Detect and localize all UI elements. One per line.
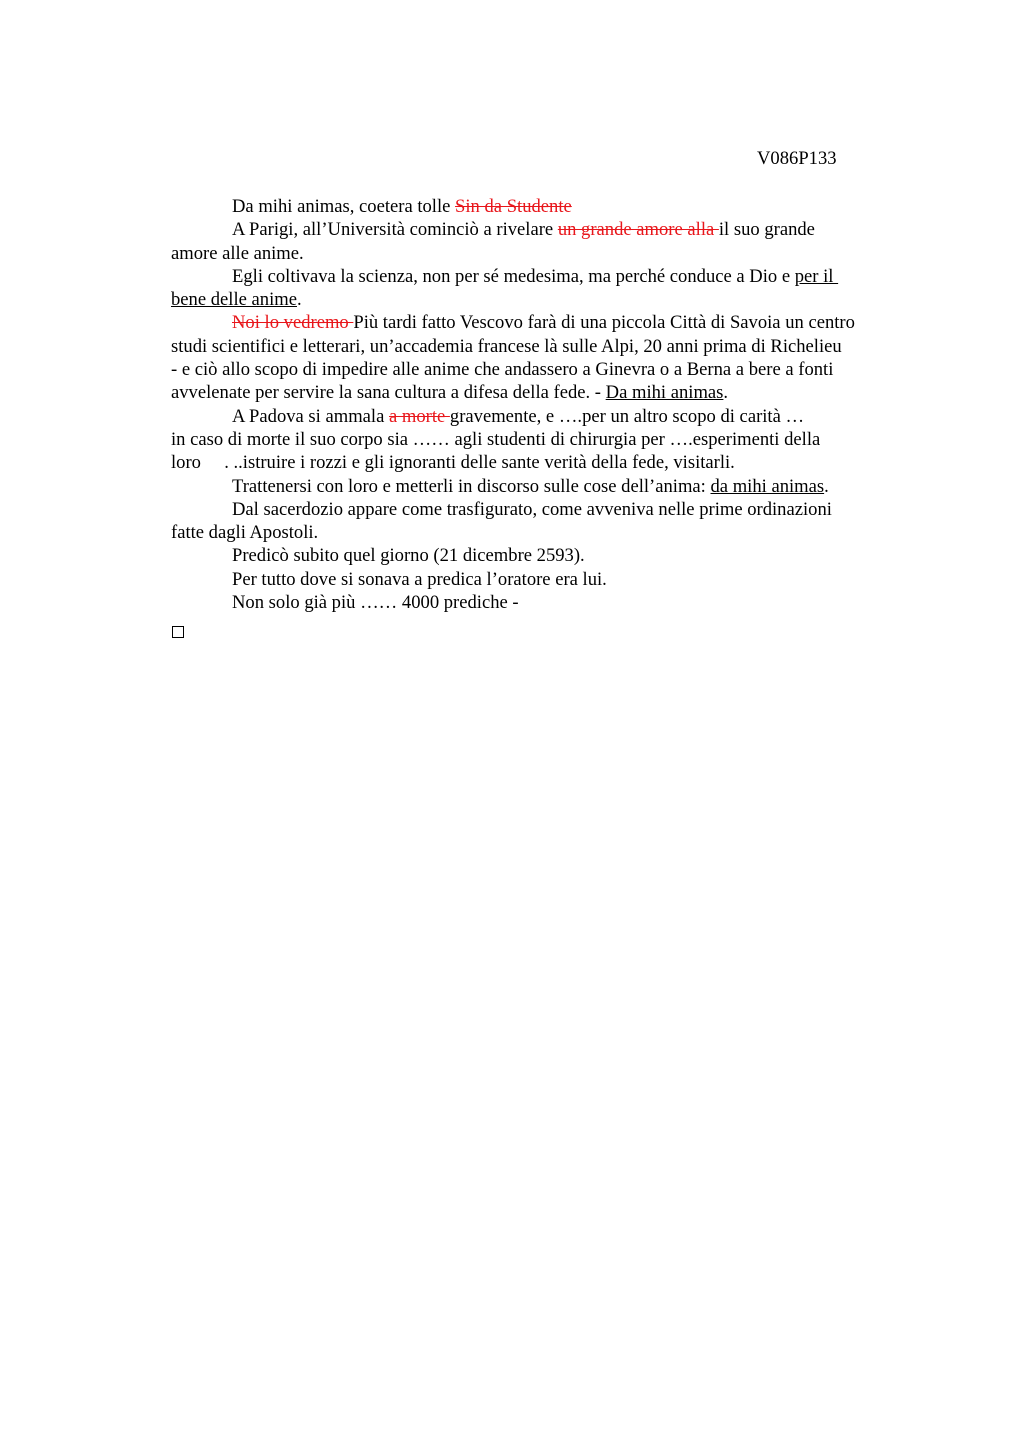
line-16: Predicò subito quel giorno (21 dicembre 2593). <box>232 545 585 567</box>
line-15: fatte dagli Apostoli. <box>171 522 319 544</box>
line-9: avvelenate per servire la sana cultura a difesa della fede. - Da mihi animas. <box>171 382 729 404</box>
line-18: Non solo già più …… 4000 prediche - <box>232 592 519 614</box>
underlined-text: Da mihi animas <box>605 382 724 404</box>
underlined-text: per il <box>794 265 839 287</box>
line-6: Noi lo vedremo Più tardi fatto Vescovo farà di una piccola Città di Savoia un centro <box>232 312 855 334</box>
line-4: Egli coltivava la scienza, non per sé medesima, ma perché conduce a Dio e per il <box>232 265 839 287</box>
deleted-text: Noi lo vedremo <box>232 312 354 334</box>
line-5: bene delle anime. <box>171 289 302 311</box>
line-12: loro . ..istruire i rozzi e gli ignoranti delle sante verità della fede, visitarli. <box>171 452 735 474</box>
underlined-text: bene delle anime <box>171 289 297 311</box>
line-14: Dal sacerdozio appare come trasfigurato, come avveniva nelle prime ordinazioni <box>232 498 832 520</box>
line-7: studi scientifici e letterari, un’accademia francese là sulle Alpi, 20 anni prima di Richelieu <box>171 335 842 357</box>
line-1: Da mihi animas, coetera tolle Sin da Studente <box>232 196 572 217</box>
page-identifier: V086P133 <box>757 148 837 169</box>
line-10: A Padova si ammala a morte gravemente, e ….per un altro scopo di carità … <box>232 405 805 427</box>
line-2: A Parigi, all’Università cominciò a rivelare un grande amore alla il suo grande <box>232 219 815 241</box>
underlined-text: da mihi animas <box>710 475 825 497</box>
line-11: in caso di morte il suo corpo sia …… agli studenti di chirurgia per ….esperimenti della <box>171 428 821 450</box>
line-3: amore alle anime. <box>171 242 304 264</box>
line-13: Trattenersi con loro e metterli in discorso sulle cose dell’anima: da mihi animas. <box>232 475 829 497</box>
line-8: - e ciò allo scopo di impedire alle anime che andassero a Ginevra o a Berna a bere a fonti <box>171 359 834 381</box>
checkbox-icon <box>172 626 184 638</box>
deleted-text: a morte <box>388 405 450 427</box>
line-17: Per tutto dove si sonava a predica l’oratore era lui. <box>232 568 607 590</box>
deleted-text: Sin da Studente <box>455 196 572 217</box>
document-body <box>171 195 931 614</box>
deleted-text: un grande amore alla <box>557 219 719 241</box>
